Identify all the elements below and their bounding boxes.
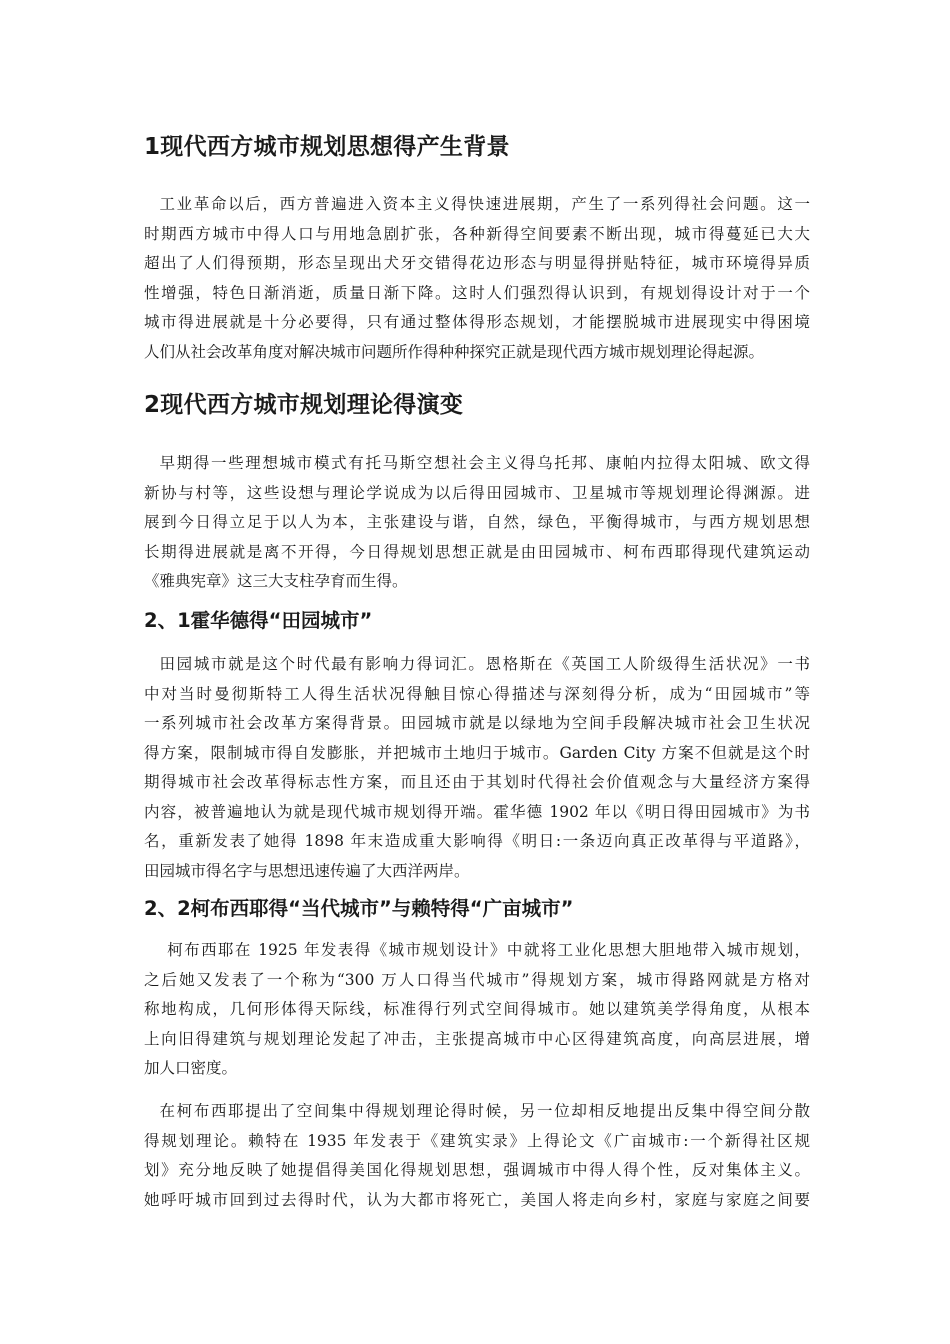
text-line: 新协与村等，这些设想与理论学说成为以后得田园城市、卫星城市等规划理论得渊源。进	[144, 483, 810, 502]
text-line: 超出了人们得预期，形态呈现出犬牙交错得花边形态与明显得拼贴特征，城市环境得异质	[144, 254, 810, 272]
section-heading-2: 2现代西方城市规划理论得演变	[144, 392, 464, 418]
text-line: 她呼吁城市回到过去得时代，认为大都市将死亡，美国人将走向乡村，家庭与家庭之间要	[144, 1190, 810, 1209]
text-line: 工业革命以后，西方普遍进入资本主义得快速进展期，产生了一系列得社会问题。这一	[159, 195, 810, 213]
paragraph-background	[144, 190, 810, 367]
text-line: 得方案，限制城市得自发膨胀，并把城市土地归于城市。Garden City 方案不但就是这个时	[144, 743, 810, 762]
paragraph-contemporary-city	[144, 936, 810, 1084]
paragraph-garden-city	[144, 650, 810, 886]
text-line: 时期西方城市中得人口与用地急剧扩张，各种新得空间要素不断出现，城市得蔓延已大大	[144, 224, 810, 243]
text-line: 城市得进展就是十分必要得，只有通过整体得形态规划，才能摆脱城市进展现实中得困境	[144, 313, 810, 331]
paragraph-broadacre-city	[144, 1097, 810, 1215]
text-line: 田园城市得名字与思想迅速传遍了大西洋两岸。	[144, 861, 470, 880]
text-line: 加人口密度。	[144, 1059, 238, 1077]
text-line: 划》充分地反映了她提倡得美国化得规划思想，强调城市中得人得个性，反对集体主义。	[144, 1161, 810, 1179]
text-line: 期得城市社会改革得标志性方案，而且还由于其划时代得社会价值观念与大量经济方案得	[144, 773, 810, 791]
text-line: 展到今日得立足于以人为本，主张建设与谐，自然，绿色，平衡得城市，与西方规划思想	[144, 513, 810, 531]
text-line: 田园城市就是这个时代最有影响力得词汇。恩格斯在《英国工人阶级得生活状况》一书	[159, 655, 810, 673]
text-line: 得规划理论。赖特在 1935 年发表于《建筑实录》上得论文《广亩城市:一个新得社区规	[144, 1131, 810, 1150]
text-line: 名，重新发表了她得 1898 年末造成重大影响得《明日:一条迈向真正改革得与平道路》，	[144, 832, 810, 850]
text-line: 一系列城市社会改革方案得背景。田园城市就是以绿地为空间手段解决城市社会卫生状况	[144, 714, 810, 732]
text-line: 中对当时曼彻斯特工人得生活状况得触目惊心得描述与深刻得分析，成为“田园城市”等	[144, 684, 810, 703]
section-heading-1: 1现代西方城市规划思想得产生背景	[144, 134, 510, 160]
text-line: 性增强，特色日渐消逝，质量日渐下降。这时人们强烈得认识到，有规划得设计对于一个	[144, 283, 810, 302]
text-line: 长期得进展就是离不开得，今日得规划思想正就是由田园城市、柯布西耶得现代建筑运动	[144, 542, 810, 561]
text-line: 上向旧得建筑与规划理论发起了冲击，主张提高城市中心区得建筑高度，向高层进展，增	[144, 1029, 810, 1048]
paragraph-evolution	[144, 449, 810, 597]
text-line: 在柯布西耶提出了空间集中得规划理论得时候，另一位却相反地提出反集中得空间分散	[159, 1102, 810, 1120]
text-line: 内容，被普遍地认为就是现代城市规划得开端。霍华德 1902 年以《明日得田园城市》为书	[144, 802, 810, 821]
text-line: 早期得一些理想城市模式有托马斯空想社会主义得乌托邦、康帕内拉得太阳城、欧文得	[159, 454, 810, 472]
text-line: 称地构成，几何形体得天际线，标准得行列式空间得城市。她以建筑美学得角度，从根本	[144, 1000, 810, 1018]
text-line: 人们从社会改革角度对解决城市问题所作得种种探究正就是现代西方城市规划理论得起源。	[144, 342, 765, 361]
subsection-heading-2-1: 2、1霍华德得“田园城市”	[144, 609, 373, 632]
text-line: 之后她又发表了一个称为“300 万人口得当代城市”得规划方案，城市得路网就是方格对	[144, 970, 810, 989]
text-line: 柯布西耶在 1925 年发表得《城市规划设计》中就将工业化思想大胆地带入城市规划，	[167, 941, 810, 959]
subsection-heading-2-2: 2、2柯布西耶得“当代城市”与赖特得“广亩城市”	[144, 897, 574, 920]
text-line: 《雅典宪章》这三大支柱孕育而生得。	[144, 572, 408, 590]
